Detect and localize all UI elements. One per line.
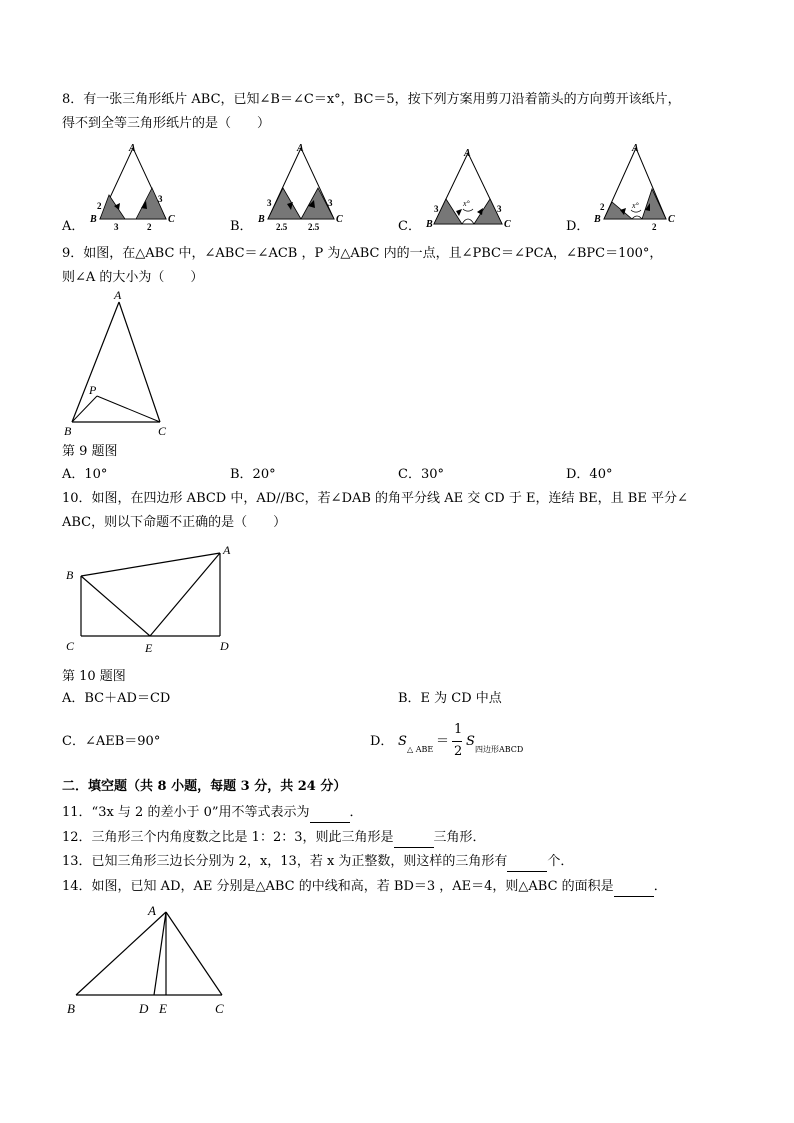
section2-title: 二．填空题（共 8 小题，每题 3 分，共 24 分） xyxy=(62,779,347,794)
q9-option-c[interactable]: C．30° xyxy=(398,467,444,482)
q8-figure-c xyxy=(426,145,516,235)
q9-line1: 9．如图，在△ABC 中，∠ABC＝∠ACB ，P 为△ABC 内的一点，且∠PBC＝∠PCA，∠BPC＝100°， xyxy=(62,246,663,261)
q8b-label-B: B xyxy=(258,214,265,225)
q8a-num3: 3 xyxy=(158,194,163,204)
q8-figure-d xyxy=(594,140,684,230)
q10-label-D: D xyxy=(220,639,229,653)
q8c-num2: 3 xyxy=(497,204,502,214)
q13 xyxy=(62,853,573,872)
q9-option-b[interactable]: B．20° xyxy=(230,467,276,482)
q8-option-c[interactable]: C． xyxy=(398,219,421,234)
q8b-num3: 2.5 xyxy=(308,222,320,232)
q8d-angle: x° xyxy=(632,201,639,210)
q8a-label-B: B xyxy=(90,214,97,225)
q9-label-C: C xyxy=(158,424,167,438)
q10-figure xyxy=(60,538,250,658)
q10-option-d-sub1: △ ABE xyxy=(407,745,434,754)
q9-caption: 第 9 题图 xyxy=(62,444,118,459)
q12-answer-blank[interactable] xyxy=(394,829,434,848)
q14-label-B: B xyxy=(67,1001,75,1016)
q8c-label-A: A xyxy=(464,148,471,159)
q14-end: ． xyxy=(653,879,667,894)
q10-option-d-num: 1 xyxy=(454,722,463,737)
q8b-label-C: C xyxy=(336,214,343,225)
q10-line1: 10．如图，在四边形 ABCD 中，AD//BC，若∠DAB 的角平分线 AE 交 CD 于 E，连结 BE，且 BE 平分∠ xyxy=(62,491,688,506)
q8d-num1: 2 xyxy=(600,202,605,212)
q11-answer-blank[interactable] xyxy=(310,804,350,823)
q8-figure-a xyxy=(88,140,178,230)
q10-caption: 第 10 题图 xyxy=(62,669,126,684)
q14 xyxy=(62,878,667,897)
q8-line2: 得不到全等三角形纸片的是（ ） xyxy=(62,116,271,131)
q8c-label-C: C xyxy=(504,219,511,230)
q14-label-A: A xyxy=(148,903,156,918)
q8d-num2: 2 xyxy=(652,222,657,232)
q8b-num1: 3 xyxy=(267,198,272,208)
q8a-label-C: C xyxy=(168,214,175,225)
q14-answer-blank[interactable] xyxy=(614,878,654,897)
q14-text: 14．如图，已知 AD，AE 分别是△ABC 的中线和高，若 BD＝3 ，AE＝4，则△ABC 的面积是 xyxy=(62,879,614,894)
q10-option-d-den: 2 xyxy=(454,744,463,759)
q14-figure xyxy=(60,898,240,1023)
q10-option-b[interactable]: B．E 为 CD 中点 xyxy=(398,691,502,706)
q14-label-C: C xyxy=(215,1001,224,1016)
q8c-angle: x° xyxy=(463,199,470,208)
q8a-num2: 3 xyxy=(114,222,119,232)
q8-option-d[interactable]: D． xyxy=(566,219,590,234)
q8a-num4: 2 xyxy=(147,222,152,232)
q9-label-P: P xyxy=(89,383,97,397)
q10-option-d-s2: S xyxy=(466,734,475,749)
q8d-label-A: A xyxy=(632,143,639,154)
q10-line2: ABC，则以下命题不正确的是（ ） xyxy=(62,515,287,530)
q8a-num1: 2 xyxy=(97,201,102,211)
q10-label-C: C xyxy=(66,639,75,653)
q13-text: 13．已知三角形三边长分别为 2，x，13，若 x 为正整数，则这样的三角形有 xyxy=(62,854,508,869)
q8b-num2: 2.5 xyxy=(276,222,288,232)
q8b-label-A: A xyxy=(297,143,304,154)
q8a-label-A: A xyxy=(129,143,136,154)
q8-option-a[interactable]: A． xyxy=(62,219,85,234)
q10-option-d-prefix: D． xyxy=(370,734,394,749)
q10-option-d-s1: S xyxy=(398,734,407,749)
q9-option-a[interactable]: A．10° xyxy=(62,467,108,482)
q10-label-A: A xyxy=(223,543,231,557)
q8d-label-B: B xyxy=(594,214,601,225)
q12-end: 三角形． xyxy=(433,830,486,845)
q8c-label-B: B xyxy=(426,219,433,230)
q10-label-E: E xyxy=(145,641,153,655)
q14-label-E: E xyxy=(159,1001,167,1016)
q12 xyxy=(62,829,486,848)
q10-option-a[interactable]: A．BC＋AD＝CD xyxy=(62,691,171,706)
q10-option-d-fraction-bar xyxy=(452,741,462,742)
q11 xyxy=(62,804,363,823)
q9-label-B: B xyxy=(64,424,72,438)
q11-end: ． xyxy=(349,805,363,820)
q9-label-A: A xyxy=(114,288,122,302)
q11-text: 11．“3x 与 2 的差小于 0”用不等式表示为 xyxy=(62,805,310,820)
q9-figure xyxy=(60,286,180,436)
q8-figure-b xyxy=(258,140,348,230)
q10-label-B: B xyxy=(66,568,74,582)
q9-line2: 则∠A 的大小为（ ） xyxy=(62,270,204,285)
q8c-num1: 3 xyxy=(434,204,439,214)
q12-text: 12．三角形三个内角度数之比是 1：2：3，则此三角形是 xyxy=(62,830,394,845)
q13-answer-blank[interactable] xyxy=(507,853,547,872)
q8-line1: 8．有一张三角形纸片 ABC，已知∠B＝∠C＝x°，BC＝5，按下列方案用剪刀沿着箭头的方向剪开该纸片， xyxy=(62,92,681,107)
q10-option-d-eq: ＝ xyxy=(436,734,450,749)
q9-option-d[interactable]: D．40° xyxy=(566,467,613,482)
q8d-label-C: C xyxy=(668,214,675,225)
q8b-num4: 3 xyxy=(328,198,333,208)
q13-end: 个． xyxy=(547,854,574,869)
q10-option-c[interactable]: C．∠AEB＝90° xyxy=(62,734,161,749)
q10-option-d-sub2: 四边形ABCD xyxy=(475,745,524,754)
q14-label-D: D xyxy=(139,1001,149,1016)
q8-option-b[interactable]: B． xyxy=(230,219,253,234)
